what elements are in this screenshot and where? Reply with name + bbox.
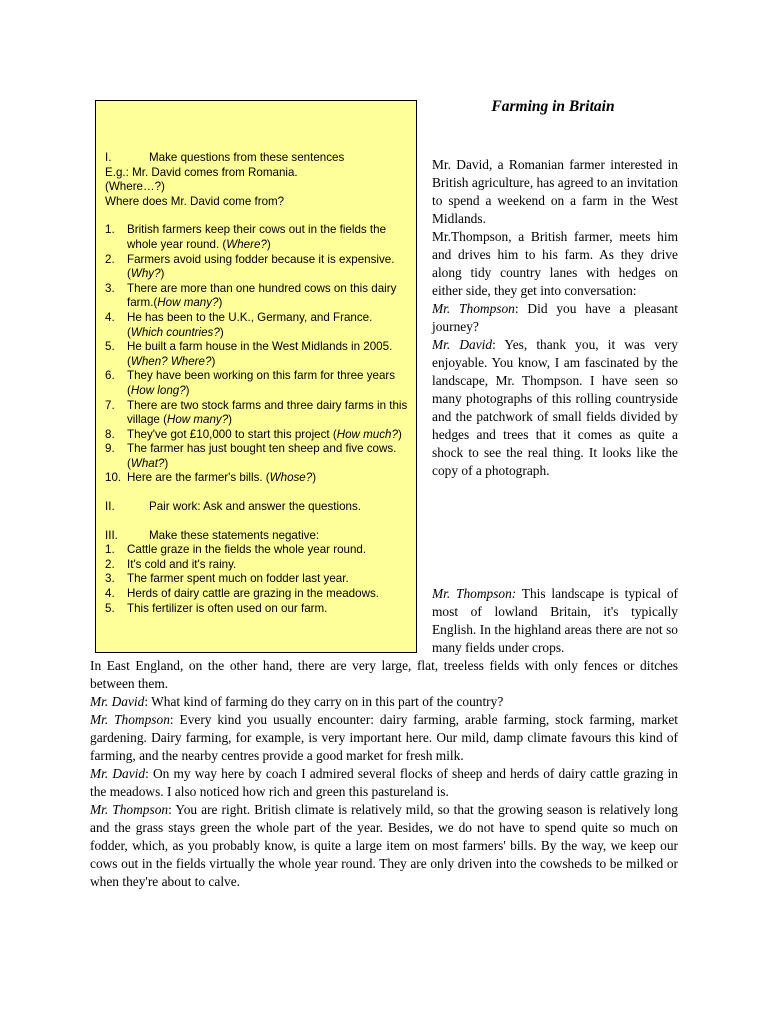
item-cue-close: ) [211, 354, 216, 368]
item-text [127, 311, 408, 340]
section-title: Make questions from these sentences [149, 151, 345, 164]
section-2-heading [105, 500, 408, 515]
speech-text: This landscape is typical of most of lowland Britain, it's typically English. In the highland areas there are not so many fields under crops. [432, 586, 678, 655]
list-item [105, 223, 408, 252]
dialogue-full-width [90, 657, 678, 891]
speaker-name: Mr. David [432, 337, 493, 352]
item-number: 1. [105, 223, 115, 237]
item-sentence: The farmer spent much on fodder last year. [127, 572, 349, 586]
item-sentence: He built a farm house in the West Midlands in 2005. ( [127, 340, 393, 368]
item-number: 5. [105, 340, 115, 354]
example-cue: (Where…?) [105, 180, 165, 194]
dialogue-turn [90, 801, 678, 891]
item-text [127, 572, 408, 587]
item-cue: What? [130, 456, 165, 470]
item-cue-close: ) [397, 427, 402, 441]
speech-text: : On my way here by coach I admired several flocks of sheep and herds of dairy cattle grazing in the meadows. I also noticed how rich and green this pastureland is. [90, 766, 678, 799]
item-number: 10. [105, 471, 122, 485]
section-number: I. [105, 151, 112, 164]
item-sentence: Farmers avoid using fodder because it is expensive. ( [127, 252, 395, 281]
list-item [105, 311, 408, 340]
intro-paragraph-2: Mr.Thompson, a British farmer, meets him and drives him to his farm. As they drive along tidy country lanes with hedges on either side, they get into conversation: [432, 229, 678, 298]
item-text [127, 558, 408, 573]
item-text [127, 602, 408, 617]
item-number: 3. [105, 572, 115, 586]
item-sentence: Herds of dairy cattle are grazing in the meadows. [127, 587, 379, 601]
section-3-heading [105, 529, 408, 544]
section-title: Make these statements negative: [149, 528, 320, 542]
question-list [105, 223, 408, 486]
item-cue: Where? [226, 237, 267, 251]
speaker-name: Mr. Thompson [90, 712, 170, 727]
item-cue: How long? [130, 383, 186, 397]
exercise-box [95, 100, 417, 653]
speech-text: : Every kind you usually encounter: dairy farming, arable farming, stock farming, market gardening. Dairy farming, for example, is very important here. Our mild, damp climate favours this kind of farming, and the nearby centres provide a good market for fresh milk. [90, 712, 678, 763]
section-number: II. [105, 500, 115, 514]
item-text [127, 471, 408, 486]
item-sentence: They have been working on this farm for three years ( [127, 369, 396, 397]
dialogue-turn [90, 765, 678, 801]
item-cue-close: ) [266, 237, 271, 251]
item-number: 7. [105, 398, 115, 412]
item-cue-close: ) [312, 471, 317, 485]
dialogue-continuation: In East England, on the other hand, there are very large, flat, treeless fields with only fences or ditches between them. [90, 658, 678, 691]
item-sentence: They've got £10,000 to start this project ( [127, 427, 337, 441]
item-cue: Which countries? [130, 325, 220, 339]
list-item [105, 428, 408, 443]
list-item [105, 602, 408, 617]
speech-text: : You are right. British climate is relatively mild, so that the growing season is relatively long and the grass stays green the whole part of the year. Besides, we do not have to spend quite so much on fodder, which, as you probably know, is quite a large item on most farmers' bills. By the way, we keep our cows out in the fields virtually the whole year round. They are only driven into the cowsheds to be milked or when they're about to calve. [90, 802, 678, 889]
item-sentence: Cattle graze in the fields the whole year round. [127, 543, 367, 557]
item-cue-close: ) [228, 413, 233, 427]
item-number: 1. [105, 543, 115, 557]
item-sentence: There are two stock farms and three dairy farms in this village ( [127, 398, 408, 427]
page-title: Farming in Britain [491, 98, 615, 115]
example-answer: Where does Mr. David come from? [105, 194, 285, 208]
speaker-name: Mr. David [90, 694, 145, 709]
item-text [127, 587, 408, 602]
dialogue-column [432, 585, 678, 657]
speaker-name: Mr. Thompson [432, 301, 515, 316]
list-item [105, 471, 408, 486]
intro-column [432, 156, 678, 480]
item-number: 8. [105, 427, 115, 441]
list-item [105, 543, 408, 558]
item-cue-close: ) [164, 456, 169, 470]
item-number: 3. [105, 281, 115, 295]
speech-text: : What kind of farming do they carry on in this part of the country? [144, 694, 504, 709]
section-1-heading [105, 151, 408, 166]
item-cue: When? Where? [130, 354, 212, 368]
list-item [105, 442, 408, 471]
speech-text: : Did you have a pleasant journey? [432, 301, 678, 334]
item-sentence: He has been to the U.K., Germany, and France. ( [127, 310, 373, 339]
item-sentence: This fertilizer is often used on our farm. [127, 601, 328, 615]
item-cue-close: ) [185, 383, 190, 397]
item-text [127, 223, 408, 252]
speaker-name: Mr. David [90, 766, 146, 781]
item-cue-close: ) [160, 267, 165, 281]
item-sentence: There are more than one hundred cows on this dairy farm.( [127, 281, 397, 310]
section-title: Pair work: Ask and answer the questions. [149, 500, 362, 514]
item-text [127, 282, 408, 311]
dialogue-turn [90, 711, 678, 765]
list-item [105, 253, 408, 282]
item-number: 2. [105, 557, 115, 571]
item-text [127, 340, 408, 369]
dialogue-turn [432, 585, 678, 657]
list-item [105, 587, 408, 602]
dialogue-turn [432, 336, 678, 480]
item-number: 4. [105, 587, 115, 601]
item-text [127, 369, 408, 398]
item-text [127, 253, 408, 282]
item-number: 6. [105, 369, 115, 383]
item-cue: Why? [130, 267, 161, 281]
item-text [127, 428, 408, 443]
list-item [105, 340, 408, 369]
speaker-name: Mr. Thompson: [432, 586, 517, 601]
item-cue: How much? [336, 427, 398, 441]
list-item [105, 369, 408, 398]
item-cue: How many? [166, 413, 229, 427]
list-item [105, 572, 408, 587]
item-number: 4. [105, 310, 115, 324]
item-text [127, 543, 408, 558]
item-cue-close: ) [218, 296, 223, 310]
item-sentence: Here are the farmer's bills. ( [127, 471, 270, 485]
item-text [127, 399, 408, 428]
list-item [105, 282, 408, 311]
speech-text: : Yes, thank you, it was very enjoyable. You know, I am fascinated by the landscape, Mr. Thompson. I have seen so many photographs of this rolling countryside and the patchwork of small fields divided by hedges and trees that it comes as quite a shock to see the real thing. It looks like the copy of a photograph. [432, 337, 678, 478]
section-number: III. [105, 528, 118, 542]
item-sentence: British farmers keep their cows out in the fields the whole year round. ( [127, 223, 387, 251]
item-text [127, 442, 408, 471]
item-number: 2. [105, 252, 115, 266]
example-sentence: E.g.: Mr. David comes from Romania. [105, 165, 298, 179]
negative-statements-list [105, 543, 408, 616]
item-number: 9. [105, 442, 115, 456]
intro-paragraph-1: Mr. David, a Romanian farmer interested in British agriculture, has agreed to an invitation to spend a weekend on a farm in the West Midlands. [432, 157, 678, 226]
list-item [105, 399, 408, 428]
item-cue: How many? [157, 296, 219, 310]
dialogue-turn [90, 693, 678, 711]
list-item [105, 558, 408, 573]
item-sentence: The farmer has just bought ten sheep and five cows. ( [127, 442, 397, 470]
item-cue: Whose? [269, 471, 313, 485]
item-sentence: It's cold and it's rainy. [127, 557, 237, 571]
speaker-name: Mr. Thompson [90, 802, 169, 817]
dialogue-turn [432, 300, 678, 336]
item-number: 5. [105, 601, 115, 615]
item-cue-close: ) [219, 325, 224, 339]
